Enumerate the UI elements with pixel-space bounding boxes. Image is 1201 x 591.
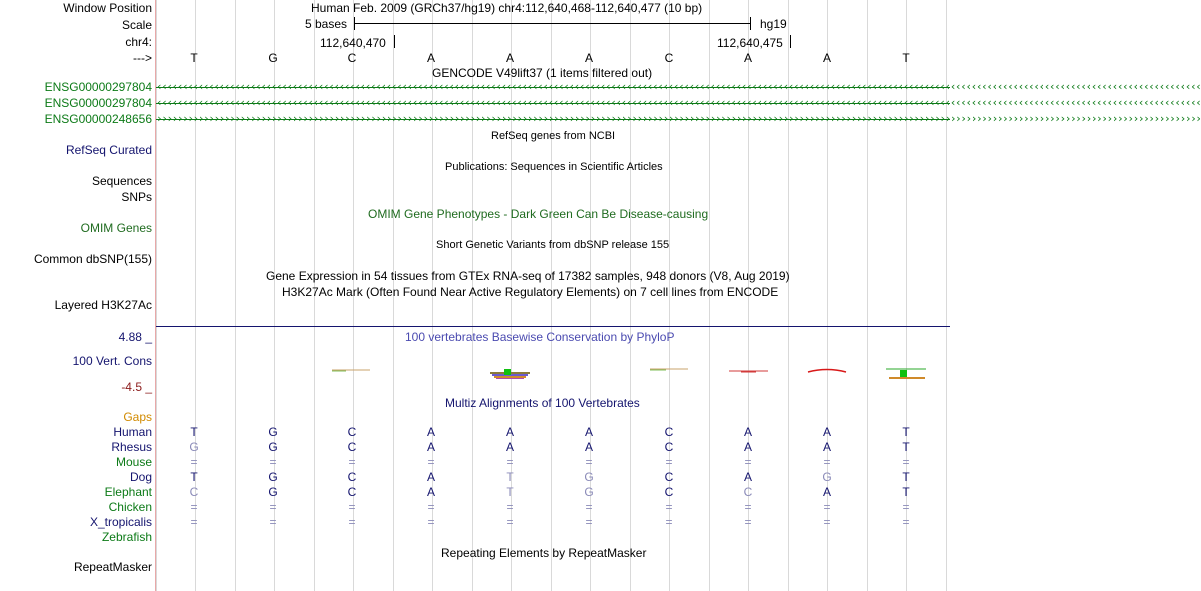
species-label-zebrafish[interactable]: Zebrafish: [101, 530, 152, 544]
alignment-base: A: [426, 425, 435, 439]
gencode-title: GENCODE V49lift37 (1 items filtered out): [432, 66, 653, 80]
alignment-base: =: [665, 455, 673, 469]
gene-label-2[interactable]: ENSG00000297804: [44, 96, 152, 110]
species-label-mouse[interactable]: Mouse: [115, 455, 152, 469]
sequences-track-label[interactable]: Sequences: [91, 174, 152, 188]
alignment-base: =: [744, 500, 752, 514]
window-position-label: Window Position: [63, 1, 152, 15]
alignment-base: =: [902, 455, 910, 469]
alignment-base: =: [585, 455, 593, 469]
gene-label-1[interactable]: ENSG00000297804: [44, 80, 152, 94]
alignment-base: =: [506, 455, 514, 469]
alignment-base: =: [585, 515, 593, 529]
publications-title: Publications: Sequences in Scientific Articles: [445, 161, 663, 173]
phylop-mark-6: [886, 369, 926, 379]
gene-track-3[interactable]: ››››››››››››››››››››››››››››››››››››››››››››››››››››››››››››››››››››››››››››››››››››››››››››››››››››››››››››››››››››››››››››››››››››››››››››››››››››››››››››››››››››››››››››››››››››››››››››››››››››››››: [156, 112, 1201, 125]
repeatmasker-title: Repeating Elements by RepeatMasker: [441, 546, 647, 560]
alignment-base: =: [823, 455, 831, 469]
chrom-label: chr4:: [125, 35, 152, 49]
omim-title: OMIM Gene Phenotypes - Dark Green Can Be Disease-causing: [368, 207, 709, 221]
alignment-base: =: [190, 455, 198, 469]
phylop-mark-1: [332, 370, 370, 371]
strand-arrow-label: --->: [133, 51, 152, 65]
species-label-rhesus[interactable]: Rhesus: [111, 440, 152, 454]
alignment-base: C: [189, 485, 199, 499]
scale-db: hg19: [760, 17, 787, 31]
alignment-base: A: [426, 485, 435, 499]
alignment-base: =: [506, 500, 514, 514]
alignment-base: A: [743, 470, 752, 484]
alignment-base: =: [902, 515, 910, 529]
alignment-base: G: [822, 470, 832, 484]
gene-track-2[interactable]: ‹‹‹‹‹‹‹‹‹‹‹‹‹‹‹‹‹‹‹‹‹‹‹‹‹‹‹‹‹‹‹‹‹‹‹‹‹‹‹‹‹‹‹‹‹‹‹‹‹‹‹‹‹‹‹‹‹‹‹‹‹‹‹‹‹‹‹‹‹‹‹‹‹‹‹‹‹‹‹‹‹‹‹‹‹‹‹‹‹‹‹‹‹‹‹‹‹‹‹‹‹‹‹‹‹‹‹‹‹‹‹‹‹‹‹‹‹‹‹‹‹‹‹‹‹‹‹‹‹‹‹‹‹‹‹‹‹‹‹‹‹‹‹‹‹‹‹‹‹‹‹‹‹‹‹‹‹‹‹‹‹‹‹‹‹‹‹‹‹‹‹‹‹‹‹‹‹‹‹‹‹‹‹‹‹‹‹‹‹‹‹‹‹‹‹‹‹‹‹‹: [156, 96, 1201, 109]
alignment-base: =: [665, 500, 673, 514]
alignment-base: A: [505, 425, 514, 439]
alignment-base: G: [268, 470, 278, 484]
alignment-base: =: [190, 500, 198, 514]
gtex-title: Gene Expression in 54 tissues from GTEx RNA-seq of 17382 samples, 948 donors (V8, Aug 2019): [266, 269, 790, 283]
track-area[interactable]: [156, 0, 1201, 591]
coord-left: 112,640,470: [320, 36, 386, 50]
alignment-base: A: [426, 440, 435, 454]
alignment-base: =: [427, 455, 435, 469]
phylop-max-label: 4.88 _: [118, 330, 152, 344]
phylop-mark-3: [650, 369, 688, 370]
alignment-base: =: [348, 455, 356, 469]
h3k27ac-title: H3K27Ac Mark (Often Found Near Active Regulatory Elements) on 7 cell lines from ENCODE: [282, 285, 779, 299]
alignment-base: T: [190, 470, 198, 484]
reference-base: A: [505, 51, 514, 65]
alignment-base: =: [269, 455, 277, 469]
alignment-base: =: [427, 515, 435, 529]
alignment-base: G: [268, 440, 278, 454]
reference-base: G: [268, 51, 278, 65]
gene-track-1[interactable]: ‹‹‹‹‹‹‹‹‹‹‹‹‹‹‹‹‹‹‹‹‹‹‹‹‹‹‹‹‹‹‹‹‹‹‹‹‹‹‹‹‹‹‹‹‹‹‹‹‹‹‹‹‹‹‹‹‹‹‹‹‹‹‹‹‹‹‹‹‹‹‹‹‹‹‹‹‹‹‹‹‹‹‹‹‹‹‹‹‹‹‹‹‹‹‹‹‹‹‹‹‹‹‹‹‹‹‹‹‹‹‹‹‹‹‹‹‹‹‹‹‹‹‹‹‹‹‹‹‹‹‹‹‹‹‹‹‹‹‹‹‹‹‹‹‹‹‹‹‹‹‹‹‹‹‹‹‹‹‹‹‹‹‹‹‹‹‹‹‹‹‹‹‹‹‹‹‹‹‹‹‹‹‹‹‹‹‹‹‹‹‹‹‹‹‹‹‹‹‹‹: [156, 80, 1201, 93]
reference-base: T: [190, 51, 198, 65]
reference-base: A: [743, 51, 752, 65]
alignment-base: C: [664, 485, 674, 499]
alignment-base: =: [744, 455, 752, 469]
reference-base: A: [822, 51, 831, 65]
alignment-base: T: [902, 470, 910, 484]
alignment-base: A: [743, 440, 752, 454]
coord-right-tick: [790, 35, 791, 48]
alignment-base: T: [902, 440, 910, 454]
coord-left-tick: [394, 35, 395, 48]
alignment-base: =: [269, 500, 277, 514]
alignment-base: C: [664, 425, 674, 439]
alignment-base: =: [823, 515, 831, 529]
gaps-label: Gaps: [123, 410, 152, 424]
reference-base: C: [664, 51, 674, 65]
alignment-base: T: [190, 425, 198, 439]
alignment-base: =: [348, 515, 356, 529]
snps-track-label[interactable]: SNPs: [121, 190, 152, 204]
alignment-base: =: [269, 515, 277, 529]
alignment-base: =: [585, 500, 593, 514]
omim-track-label[interactable]: OMIM Genes: [80, 221, 152, 235]
alignment-base: C: [743, 485, 753, 499]
alignment-base: A: [584, 425, 593, 439]
coord-right: 112,640,475: [717, 36, 783, 50]
alignment-base: A: [822, 485, 831, 499]
alignment-base: A: [743, 425, 752, 439]
alignment-base: C: [347, 485, 357, 499]
alignment-base: G: [268, 425, 278, 439]
alignment-base: C: [347, 440, 357, 454]
alignment-base: A: [426, 470, 435, 484]
alignment-base: G: [584, 485, 594, 499]
species-label-xtropicalis[interactable]: X_tropicalis: [89, 515, 152, 529]
reference-base: C: [347, 51, 357, 65]
species-label-human[interactable]: Human: [113, 425, 152, 439]
alignment-base: G: [189, 440, 199, 454]
track-label-column: [0, 0, 156, 591]
alignment-base: =: [902, 500, 910, 514]
refseq-title: RefSeq genes from NCBI: [491, 130, 616, 142]
reference-base: A: [426, 51, 435, 65]
phylop-mark-2: [490, 369, 530, 379]
alignment-base: =: [744, 515, 752, 529]
alignment-base: C: [664, 470, 674, 484]
scale-bar: [354, 23, 750, 24]
alignment-base: =: [427, 500, 435, 514]
alignment-base: =: [506, 515, 514, 529]
assembly-title: Human Feb. 2009 (GRCh37/hg19) chr4:112,640,468-112,640,477 (10 bp): [311, 1, 703, 15]
phylop-title: 100 vertebrates Basewise Conservation by PhyloP: [405, 330, 675, 344]
scale-text: 5 bases: [305, 17, 348, 31]
alignment-base: C: [664, 440, 674, 454]
scale-label: Scale: [121, 18, 152, 32]
alignment-base: =: [665, 515, 673, 529]
alignment-base: A: [822, 440, 831, 454]
alignment-base: G: [268, 485, 278, 499]
multiz-title: Multiz Alignments of 100 Vertebrates: [445, 396, 640, 410]
dbsnp-title: Short Genetic Variants from dbSNP release 155: [436, 239, 670, 251]
repeatmasker-track-label[interactable]: RepeatMasker: [73, 560, 152, 574]
alignment-base: T: [506, 470, 514, 484]
phylop-plot: [156, 360, 950, 385]
species-label-chicken[interactable]: Chicken: [108, 500, 152, 514]
alignment-base: G: [584, 470, 594, 484]
reference-base: T: [902, 51, 910, 65]
phylop-mark-4: [729, 371, 768, 372]
h3k27ac-track-label[interactable]: Layered H3K27Ac: [54, 298, 152, 312]
refseq-track-label[interactable]: RefSeq Curated: [65, 143, 152, 157]
reference-base: A: [584, 51, 593, 65]
alignment-base: C: [347, 425, 357, 439]
alignment-base: =: [348, 500, 356, 514]
alignment-base: =: [190, 515, 198, 529]
phylop-track-label[interactable]: 100 Vert. Cons: [72, 354, 152, 368]
alignment-base: A: [822, 425, 831, 439]
alignment-base: A: [505, 440, 514, 454]
species-label-elephant[interactable]: Elephant: [104, 485, 152, 499]
dbsnp-track-label[interactable]: Common dbSNP(155): [33, 252, 152, 266]
alignment-base: =: [823, 500, 831, 514]
alignment-base: C: [347, 470, 357, 484]
alignment-base: T: [902, 485, 910, 499]
alignment-base: A: [584, 440, 593, 454]
phylop-top-line: [156, 326, 950, 327]
alignment-base: T: [506, 485, 514, 499]
species-label-dog[interactable]: Dog: [129, 470, 152, 484]
phylop-min-label: -4.5 _: [121, 380, 152, 394]
phylop-mark-5: [808, 370, 846, 373]
gene-label-3[interactable]: ENSG00000248656: [44, 112, 152, 126]
alignment-base: T: [902, 425, 910, 439]
scale-bar-right-tick: [750, 17, 751, 30]
